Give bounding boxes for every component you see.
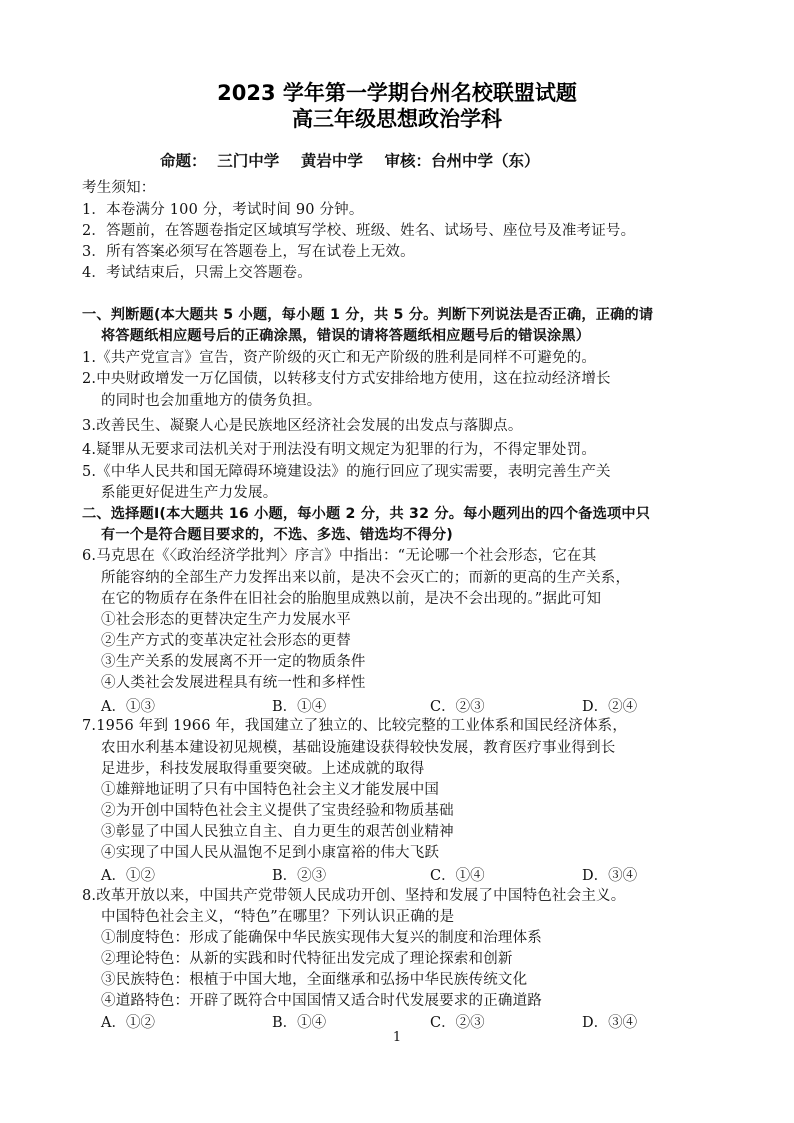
judgment-item-cont: 的同时也会加重地方的债务负担。 <box>101 393 322 409</box>
notice-item: 3．所有答案必须写在答题卷上，写在试卷上无效。 <box>82 244 415 260</box>
exam-authors: 命题： 三门中学 黄岩中学 审核：台州中学（东） <box>160 152 540 170</box>
q7-option-d: D．③④ <box>582 868 638 884</box>
q6-statement: ③生产关系的发展离不开一定的物质条件 <box>101 654 366 670</box>
notice-item: 2．答题前，在答题卷指定区域填写学校、班级、姓名、试场号、座位号及准考证号。 <box>82 223 636 239</box>
q6-option-a: A．①③ <box>101 699 155 715</box>
q6-statement: ②生产方式的变革决定社会形态的更替 <box>101 633 351 649</box>
notice-heading: 考生须知： <box>82 180 156 196</box>
q8-statement: ②理论特色：从新的实践和时代特征出发完成了理论探索和创新 <box>101 951 513 967</box>
q7-option-b: B．②③ <box>272 868 327 884</box>
q6-statement: ①社会形态的更替决定生产力发展水平 <box>101 612 351 628</box>
q6-option-c: C．②③ <box>430 699 485 715</box>
q8-statement: ④道路特色：开辟了既符合中国国情又适合时代发展要求的正确道路 <box>101 993 542 1009</box>
q6-option-d: D．②④ <box>582 699 638 715</box>
section1-heading-cont: 将答题纸相应题号后的正确涂黑，错误的请将答题纸相应题号后的错误涂黑） <box>101 328 591 344</box>
q7-stem: 足进步，科技发展取得重要突破。上述成就的取得 <box>101 761 425 777</box>
exam-title: 2023 学年第一学期台州名校联盟试题 <box>217 81 577 105</box>
judgment-item: 4.疑罪从无要求司法机关对于刑法没有明文规定为犯罪的行为，不得定罪处罚。 <box>82 442 597 458</box>
section1-heading: 一、判断题(本大题共 5 小题，每小题 1 分，共 5 分。判断下列说法是否正确，正确的请 <box>82 307 654 323</box>
q8-statement: ③民族特色：根植于中国大地，全面继承和弘扬中华民族传统文化 <box>101 972 528 988</box>
page-number: 1 <box>392 1030 402 1045</box>
q6-stem: 所能容纳的全部生产力发挥出来以前，是决不会灭亡的；而新的更高的生产关系， <box>101 570 631 586</box>
notice-item: 4．考试结束后，只需上交答题卷。 <box>82 265 312 281</box>
q7-stem: 7.1956 年到 1966 年，我国建立了独立的、比较完整的工业体系和国民经济体系， <box>82 718 628 734</box>
q8-option-b: B．①④ <box>272 1015 327 1031</box>
section2-heading-cont: 有一个是符合题目要求的，不选、多选、错选均不得分) <box>101 527 453 543</box>
exam-subject: 高三年级思想政治学科 <box>292 107 502 131</box>
q6-statement: ④人类社会发展进程具有统一性和多样性 <box>101 675 366 691</box>
q7-statement: ②为开创中国特色社会主义提供了宝贵经验和物质基础 <box>101 803 454 819</box>
q6-option-b: B．①④ <box>272 699 327 715</box>
q8-stem: 中国特色社会主义，“特色”在哪里？下列认识正确的是 <box>101 909 455 925</box>
q6-stem: 在它的物质存在条件在旧社会的胎胞里成熟以前，是决不会出现的。”据此可知 <box>101 591 602 607</box>
judgment-item: 2.中央财政增发一万亿国债，以转移支付方式安排给地方使用，这在拉动经济增长 <box>82 371 611 387</box>
q6-stem: 6.马克思在《〈政治经济学批判〉序言》中指出：“无论哪一个社会形态，它在其 <box>82 548 597 564</box>
q8-statement: ①制度特色：形成了能确保中华民族实现伟大复兴的制度和治理体系 <box>101 930 542 946</box>
q8-option-c: C．②③ <box>430 1015 485 1031</box>
judgment-item: 1.《共产党宣言》宣告，资产阶级的灭亡和无产阶级的胜利是同样不可避免的。 <box>82 350 597 366</box>
q7-option-c: C．①④ <box>430 868 485 884</box>
q8-option-d: D．③④ <box>582 1015 638 1031</box>
q7-statement: ③彰显了中国人民独立自主、自力更生的艰苦创业精神 <box>101 824 454 840</box>
judgment-item: 3.改善民生、凝聚人心是民族地区经济社会发展的出发点与落脚点。 <box>82 418 523 434</box>
section2-heading: 二、选择题Ⅰ(本大题共 16 小题，每小题 2 分，共 32 分。每小题列出的四个备选项中只 <box>82 506 651 522</box>
q7-statement: ④实现了中国人民从温饱不足到小康富裕的伟大飞跃 <box>101 845 440 861</box>
q7-statement: ①雄辩地证明了只有中国特色社会主义才能发展中国 <box>101 782 440 798</box>
notice-item: 1．本卷满分 100 分，考试时间 90 分钟。 <box>82 202 364 218</box>
q8-stem: 8.改革开放以来，中国共产党带领人民成功开创、坚持和发展了中国特色社会主义。 <box>82 888 626 904</box>
judgment-item-cont: 系能更好促进生产力发展。 <box>101 485 278 501</box>
q7-option-a: A．①② <box>101 868 155 884</box>
q8-option-a: A．①② <box>101 1015 155 1031</box>
judgment-item: 5.《中华人民共和国无障碍环境建设法》的施行回应了现实需要，表明完善生产关 <box>82 464 611 480</box>
q7-stem: 农田水利基本建设初见规模，基础设施建设获得较快发展，教育医疗事业得到长 <box>101 740 616 756</box>
